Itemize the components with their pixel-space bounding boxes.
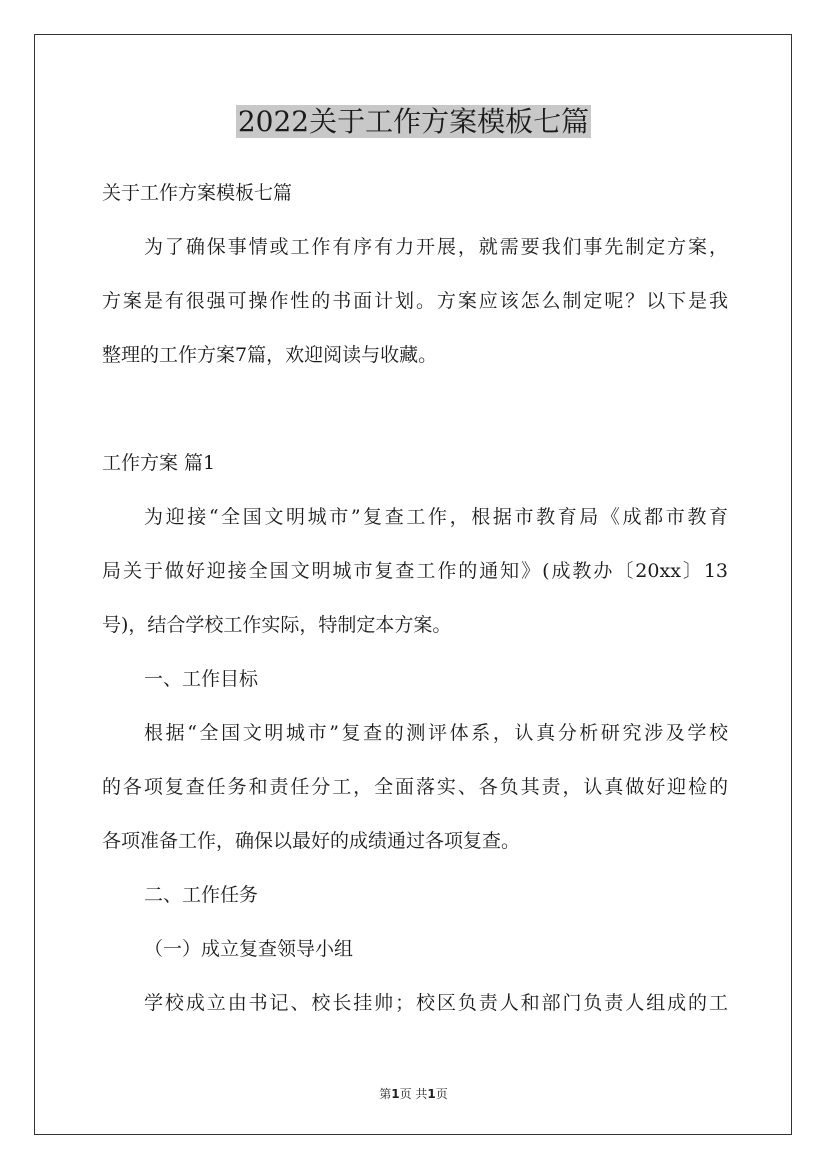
footer-suffix: 页 bbox=[435, 1087, 448, 1101]
section1-line-2: 局关于做好迎接全国文明城市复查工作的通知》(成教办〔20xx〕13 bbox=[102, 560, 728, 582]
spacer bbox=[102, 382, 728, 436]
goal-heading: 一、工作目标 bbox=[144, 668, 259, 690]
document-subtitle: 关于工作方案模板七篇 bbox=[102, 182, 293, 204]
footer-prefix: 第 bbox=[379, 1087, 392, 1101]
footer-page-total: 1 bbox=[427, 1087, 436, 1101]
intro-line-1: 为了确保事情或工作有序有力开展，就需要我们事先制定方案， bbox=[144, 236, 728, 258]
section1-line-1: 为迎接“全国文明城市”复查工作，根据市教育局《成都市教育 bbox=[144, 506, 728, 528]
task-heading: 二、工作任务 bbox=[144, 884, 259, 906]
goal-line-3: 各项准备工作，确保以最好的成绩通过各项复查。 bbox=[102, 830, 521, 852]
goal-line-2: 的各项复查任务和责任分工，全面落实、各负其责，认真做好迎检的 bbox=[102, 776, 728, 798]
intro-line-2: 方案是有很强可操作性的书面计划。方案应该怎么制定呢？以下是我 bbox=[102, 290, 728, 312]
intro-line-3: 整理的工作方案7篇，欢迎阅读与收藏。 bbox=[102, 344, 438, 366]
section1-heading: 工作方案 篇1 bbox=[102, 452, 216, 474]
document-title bbox=[0, 100, 827, 144]
page-footer bbox=[0, 1085, 827, 1102]
document-title-text: 2022关于工作方案模板七篇 bbox=[237, 105, 590, 138]
footer-mid: 页 共 bbox=[399, 1087, 428, 1101]
document-body bbox=[102, 166, 728, 1030]
goal-line-1: 根据“全国文明城市”复查的测评体系，认真分析研究涉及学校 bbox=[144, 722, 728, 744]
task-subheading-1: （一）成立复查领导小组 bbox=[144, 938, 354, 960]
footer-page-number: 1 bbox=[391, 1087, 400, 1101]
section1-line-3: 号)，结合学校工作实际，特制定本方案。 bbox=[102, 614, 452, 636]
task-line-1: 学校成立由书记、校长挂帅；校区负责人和部门负责人组成的工 bbox=[144, 992, 728, 1014]
